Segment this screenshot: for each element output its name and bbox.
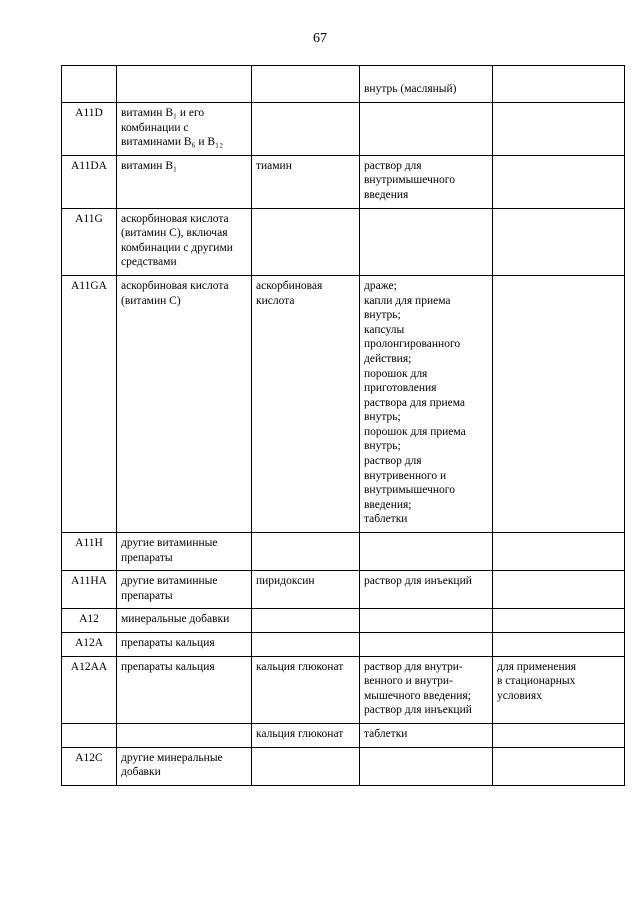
note-cell [493,747,625,785]
table-row [62,656,625,723]
inn-cell [252,208,360,275]
dosage-form-cell: раствор для внутри- венного и внутри- мышечного введения; раствор для инъекций [360,656,493,723]
inn-cell: тиамин [252,155,360,208]
note-cell [493,275,625,532]
atc-code-cell: A11DA [62,155,117,208]
note-cell: для применения в стационарных условиях [493,656,625,723]
page-number: 67 [313,31,327,46]
dosage-form-cell: раствор для инъекций [360,571,493,609]
table-row [62,633,625,657]
dosage-form-cell [360,533,493,571]
atc-code-cell [62,723,117,747]
table-row [62,275,625,532]
group-cell: другие витаминные препараты [117,571,252,609]
inn-cell [252,66,360,103]
atc-code-cell: A12A [62,633,117,657]
dosage-form-cell [360,103,493,156]
dosage-form-cell [360,633,493,657]
dosage-form-cell [360,208,493,275]
table-row [62,747,625,785]
table-row [62,533,625,571]
dosage-form-cell [360,609,493,633]
inn-cell: пиридоксин [252,571,360,609]
atc-code-cell: A11D [62,103,117,156]
note-cell [493,208,625,275]
atc-code-cell: A11H [62,533,117,571]
dosage-form-cell: внутрь (масляный) [360,66,493,103]
group-cell [117,723,252,747]
group-cell [117,66,252,103]
note-cell [493,609,625,633]
note-cell [493,633,625,657]
group-cell: витамин B₁ и его комбинации с витаминами B₆ и B₁₂ [117,103,252,156]
atc-code-cell: A11GA [62,275,117,532]
note-cell [493,103,625,156]
group-cell: витамин B₁ [117,155,252,208]
dosage-form-cell: раствор для внутримышечного введения [360,155,493,208]
group-cell: минеральные добавки [117,609,252,633]
atc-code-cell: A12C [62,747,117,785]
table-row [62,208,625,275]
group-cell: другие витаминные препараты [117,533,252,571]
inn-cell [252,609,360,633]
note-cell [493,571,625,609]
drug-table [61,65,625,786]
group-cell: аскорбиновая кислота (витамин C), включая комбинации с другими средствами [117,208,252,275]
dosage-form-cell [360,747,493,785]
table-row [62,66,625,103]
inn-cell [252,533,360,571]
table-row [62,155,625,208]
inn-cell: кальция глюконат [252,656,360,723]
dosage-form-cell: драже; капли для приема внутрь; капсулы пролонгированного действия; порошок для приготовления раствора для приема внутрь; порошок для приема внутрь; раствор для внутривенного и внутримышечного введения; таблетки [360,275,493,532]
group-cell: препараты кальция [117,633,252,657]
inn-cell: кальция глюконат [252,723,360,747]
note-cell [493,533,625,571]
group-cell: аскорбиновая кислота (витамин C) [117,275,252,532]
table-row [62,609,625,633]
dosage-form-cell: таблетки [360,723,493,747]
group-cell: препараты кальция [117,656,252,723]
note-cell [493,155,625,208]
note-cell [493,723,625,747]
atc-code-cell: A11HA [62,571,117,609]
group-cell: другие минеральные добавки [117,747,252,785]
atc-code-cell: A12 [62,609,117,633]
atc-code-cell [62,66,117,103]
table-row [62,571,625,609]
note-cell [493,66,625,103]
inn-cell: аскорбиновая кислота [252,275,360,532]
atc-code-cell: A11G [62,208,117,275]
atc-code-cell: A12AA [62,656,117,723]
table-row [62,103,625,156]
inn-cell [252,747,360,785]
inn-cell [252,103,360,156]
inn-cell [252,633,360,657]
table-row [62,723,625,747]
